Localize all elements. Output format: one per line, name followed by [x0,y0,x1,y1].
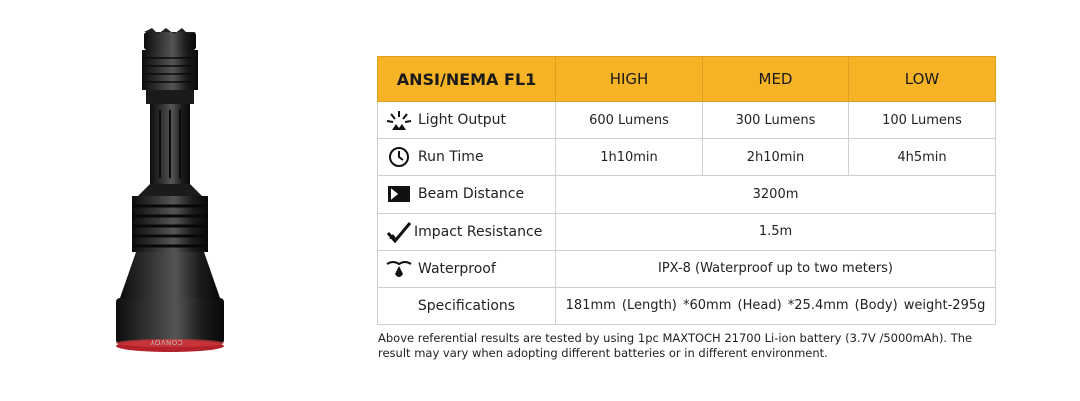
waterproof-value: IPX-8 (Waterproof up to two meters) [556,250,996,287]
row-label-beam-distance [378,176,556,213]
row-label-waterproof [378,250,556,287]
table-header-row [378,57,996,102]
run-time-high: 1h10min [556,139,703,176]
table-row [378,287,996,324]
clock-icon [386,146,412,168]
row-label-text: Beam Distance [418,186,525,203]
row-label-impact-resistance [378,213,556,250]
row-label-specifications: Specifications [378,287,556,324]
row-label-light-output [378,102,556,139]
footnote: Above referential results are tested by using 1pc MAXTOCH 21700 Li-ion battery (3.7V /5000mAh). The result may vary when adopting different batteries or in different environment. [378,331,973,360]
row-label-text: Light Output [418,112,507,129]
table-row [378,139,996,176]
impact-icon [386,221,412,243]
row-label-text: Impact Resistance [414,223,543,240]
table-row [378,176,996,213]
water-drop-icon [386,258,412,280]
mode-med: MED [703,57,849,102]
light-output-med: 300 Lumens [703,102,849,139]
light-burst-icon [386,109,412,131]
brand-engraving: CONVOY [150,338,183,346]
row-label-text: Run Time [418,149,484,166]
run-time-med: 2h10min [703,139,849,176]
beam-distance-value: 3200m [556,176,996,213]
table-row [378,250,996,287]
beam-icon [386,183,412,205]
table-row [378,102,996,139]
table-title: ANSI/NEMA FL1 [378,57,556,102]
light-output-low: 100 Lumens [849,102,996,139]
spec-table [377,56,996,325]
row-label-run-time [378,139,556,176]
run-time-low: 4h5min [849,139,996,176]
flashlight-image [100,28,240,368]
table-row [378,213,996,250]
impact-resistance-value: 1.5m [556,213,996,250]
mode-high: HIGH [556,57,703,102]
mode-low: LOW [849,57,996,102]
light-output-high: 600 Lumens [556,102,703,139]
row-label-text: Waterproof [418,260,496,277]
specifications-value: 181mm (Length) *60mm (Head) *25.4mm (Body) weight-295g [556,287,996,324]
